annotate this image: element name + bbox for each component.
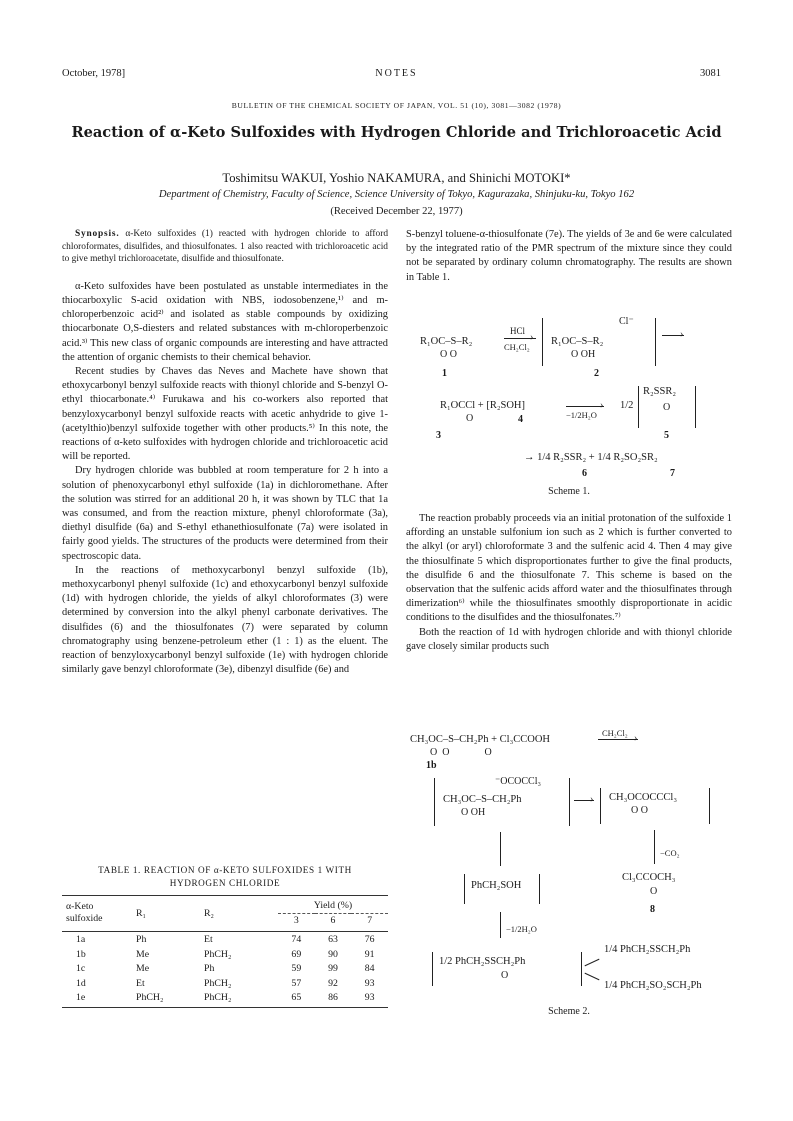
table-row — [62, 961, 388, 976]
down-arrow — [654, 830, 655, 864]
table-cell: 1c — [76, 963, 86, 975]
paragraph: In the reactions of methoxycarbonyl benzyl sulfoxide (1b), methoxycarbonyl phenyl sulfoxide (1c) and ethoxycarbonyl benzyl sulfoxide (1d) with hydrogen chloride, the yields of alkyl chloroformates (3) were determined by conversion into the alkyl phenyl carbonate derivatives. The disulfides (6) and the thiosulfonates (7) were separated by column chromatography using benzene-petroleum ether (1 : 1) as the eluent. The reaction of benzyloxycarbonyl benzyl sulfoxide (1e) with hydrogen chloride similarly gave benzyl chloroformate (3e), dibenzyl disulfide (6e) and — [62, 564, 388, 676]
arrow-head: › — [634, 733, 638, 744]
column-header-sulfoxide: α-Keto sulfoxide — [66, 901, 103, 925]
journal-citation: BULLETIN OF THE CHEMICAL SOCIETY OF JAPAN, VOL. 51 (10), 3081—3082 (1978) — [231, 101, 562, 110]
paragraph: α-Keto sulfoxides have been postulated as unstable intermediates in the thiocarboxylic S-acid oxidation with NBS, iodosobenzene,¹⁾ and m-chloroperbenzoic acid²⁾ and isolated as stable compounds by oxidizing thiocarbonate O,S-diesters and related substances with m-chloroperbenzoic acid.³⁾ This new class of organic compounds are interesting and have attracted the attention of organic chemists to their chemical behavior. — [62, 280, 388, 363]
reaction-arrow — [585, 959, 600, 967]
table-cell: 65 — [291, 992, 302, 1004]
water-loss: −1/2H₂O — [506, 924, 537, 934]
reaction-arrow — [598, 739, 638, 740]
yield-table — [62, 898, 388, 1005]
table-cell: 1b — [76, 948, 86, 960]
decarboxylation: −CO₂ — [660, 848, 680, 858]
table-row — [62, 991, 388, 1006]
table-cell: Et — [204, 933, 213, 945]
reactants: CH₃OC–S–CH₂Ph + Cl₃CCOOH — [410, 734, 551, 745]
dibenzyl-thiosulfinate: 1/2 PhCH₂SSCH₂Ph — [439, 956, 526, 967]
down-arrow — [500, 912, 501, 938]
table-cell: 93 — [364, 992, 375, 1004]
trichloroacetate-anion: ⁻OCOCCl₃ — [495, 776, 541, 787]
thiosulfinate-bracket — [432, 952, 582, 986]
compound-number-7: 7 — [670, 468, 675, 479]
table-cell: 84 — [364, 963, 375, 975]
table-cell: Me — [136, 963, 150, 975]
paragraph: S-benzyl toluene-α-thiosulfonate (7e). The yields of 3e and 6e were calculated by the integrated ratio of the PMR spectrum of the mixture since they could not be separated by ordinary column chromatography. The results are shown in Table 1. — [406, 229, 732, 283]
compound-number-8: 8 — [650, 904, 655, 915]
product-disulfide: 1/4 PhCH₂SSCH₂Ph — [604, 944, 691, 955]
thiosulfinate: R₂SSR₂ — [643, 386, 677, 397]
table-1 — [62, 864, 388, 1008]
scheme-2 — [406, 724, 732, 1024]
thiosulfinate-oxygen: O — [501, 970, 509, 981]
sulfonium-ion: R₁OC–S–R₂ — [551, 336, 604, 347]
arrow-head: › — [590, 794, 594, 805]
body-text-right-mid — [406, 512, 732, 654]
mixed-anhydride: CH₃OCOCCCl₃ — [609, 792, 678, 803]
author-list: Toshimitsu WAKUI, Yoshio NAKAMURA, and Shinichi MOTOKI* — [222, 171, 571, 185]
paragraph: Recent studies by Chaves das Neves and Machete have shown that ethoxycarbonyl benzyl sulfoxide reacts with thionyl chloride and S-benzyl O-ethyl thiocarbonate.⁴⁾ Furukawa and his co-workers also reported that benzyloxycarbonyl benzyl sulfoxide reacts with acetic anhydride to give 1-(acetylthio)benzyl sulfoxide together with other products.⁵⁾ In this note, the reactions of α-keto sulfoxides with hydrogen chloride and trichloroacetic acid will be reported. — [62, 366, 388, 463]
arrow-head: › — [680, 329, 684, 340]
table-cell: 86 — [328, 992, 338, 1004]
chloride-anion: Cl⁻ — [619, 316, 634, 327]
table-cell: 90 — [328, 948, 338, 960]
table-cell: 63 — [328, 933, 338, 945]
affiliation: Department of Chemistry, Faculty of Science, Science University of Tokyo, Kagurazaka, Shinjuku-ku, Tokyo 162 — [158, 189, 635, 200]
compound-number-4: 4 — [518, 414, 523, 425]
table-cell: PhCH₂ — [204, 948, 232, 960]
synopsis — [62, 228, 388, 266]
column-header-yield-7: 7 — [367, 915, 373, 927]
table-cell: 99 — [328, 963, 338, 975]
sulfenic-acid: PhCH₂SOH — [471, 880, 522, 891]
table-cell: 57 — [291, 977, 302, 989]
table-cell: Me — [136, 948, 150, 960]
sulfonium-ion: CH₃OC–S–CH₂Ph — [443, 794, 522, 805]
scheme-2-caption: Scheme 2. — [548, 1006, 590, 1017]
table-cell: PhCH₂ — [136, 992, 164, 1004]
water-loss: −1/2H₂O — [566, 410, 597, 420]
column-header-r2: R₂ — [204, 907, 214, 919]
table-row — [62, 932, 388, 947]
arrow-head: › — [530, 332, 534, 343]
thiosulfinate-oxygen: O — [663, 402, 671, 413]
synopsis-text: α-Keto sulfoxides (1) reacted with hydrogen chloride to afford chloroformates, disulfides, and thiosulfonates. 1 also reacted with trichloroacetic acid to give methyl trichloroacetate, disulfide and thiosulfonate. — [62, 229, 389, 265]
sulfonium-bracket — [542, 318, 656, 366]
table-cell: 92 — [328, 977, 338, 989]
table-cell: 93 — [364, 977, 375, 989]
reagent-hcl: HCl — [510, 326, 526, 336]
sulfonium-oxygens: O OH — [461, 807, 486, 818]
sulfonium-salt-bracket — [434, 778, 570, 826]
mixed-anhydride-bracket — [600, 788, 710, 824]
down-arrow — [500, 832, 501, 866]
reagent-solvent: CH₂Cl₂ — [602, 728, 628, 738]
compound-number-5: 5 — [664, 430, 669, 441]
table-cell: 1a — [76, 933, 86, 945]
column-header-r1: R₁ — [136, 907, 146, 919]
table-cell: PhCH₂ — [204, 992, 232, 1004]
body-text-right-top — [406, 228, 732, 285]
compound-number-1b: 1b — [426, 760, 437, 771]
reactant-oxygens: O O — [440, 349, 457, 360]
table-cell: 1e — [76, 992, 86, 1004]
compound-number-1: 1 — [442, 368, 447, 379]
chloroformate-and-sulfenic-acid: R₁OCCl + [R₂SOH] — [440, 400, 526, 411]
reaction-arrow — [585, 973, 600, 981]
table-cell: 1d — [76, 977, 86, 989]
paragraph: Both the reaction of 1d with hydrogen chloride and with thionyl chloride gave closely similar products such — [406, 626, 732, 652]
thiosulfinate-bracket — [638, 386, 696, 428]
half-coefficient: 1/2 — [620, 400, 634, 411]
reaction-arrow — [566, 406, 604, 407]
running-header-page-number: 3081 — [700, 68, 721, 79]
received-date: (Received December 22, 1977) — [330, 206, 463, 217]
column-header-yield-6: 6 — [330, 915, 336, 927]
product-thiosulfonate: 1/4 PhCH₂SO₂SCH₂Ph — [604, 980, 702, 991]
scheme-1 — [406, 316, 732, 502]
compound-number-2: 2 — [594, 368, 599, 379]
synopsis-heading: Synopsis. — [75, 229, 120, 239]
reactant-sulfoxide: R₁OC–S–R₂ — [420, 336, 473, 347]
table-cell: 76 — [364, 933, 375, 945]
left-column — [62, 228, 388, 677]
table-cell: Et — [136, 977, 145, 989]
reagent-solvent: CH₂Cl₂ — [504, 342, 530, 352]
body-text-left — [62, 280, 388, 678]
running-header-date: October, 1978] — [62, 68, 126, 79]
column-header-yield: Yield (%) — [278, 898, 388, 913]
table-cell: 59 — [291, 963, 302, 975]
paragraph: Dry hydrogen chloride was bubbled at room temperature for 2 h into a solution of phenoxycarbonyl ethyl sulfoxide (1a) in dichloromethane. After the solution was stirred for an additional 20 h, it was shown by TLC that 1a was consumed, and from the reaction mixture, phenyl chloroformate (3a), diethyl disulfide (6a) and S-ethyl ethanethiosulfonate (7a) were isolated in fairly good yields. The structures of the products were determined from their spectroscopic data. — [62, 465, 388, 562]
table-row — [62, 976, 388, 991]
table-cell: PhCH₂ — [204, 977, 232, 989]
chloroformate-oxygen: O — [466, 413, 474, 424]
compound-number-3: 3 — [436, 430, 441, 441]
table-cell: Ph — [136, 933, 147, 945]
article-title: Reaction of α-Keto Sulfoxides with Hydrogen Chloride and Trichloroacetic Acid — [71, 124, 722, 141]
anhydride-oxygens: O O — [631, 805, 648, 816]
sulfenic-acid-bracket — [464, 874, 540, 904]
column-header-yield-3: 3 — [293, 915, 299, 927]
ester-oxygen: O — [650, 886, 658, 897]
table-row — [62, 947, 388, 962]
running-header-section: NOTES — [375, 68, 418, 79]
table-title: TABLE 1. REACTION OF α-KETO SULFOXIDES 1 WITH HYDROGEN CHLORIDE — [98, 865, 352, 888]
methyl-trichloroacetate: Cl₃CCOCH₃ — [622, 872, 676, 883]
table-cell: 91 — [364, 948, 375, 960]
table-cell: 74 — [291, 933, 302, 945]
compound-number-6: 6 — [582, 468, 587, 479]
table-cell: 69 — [291, 948, 302, 960]
reactant-oxygens: O O O — [430, 747, 492, 758]
final-products: → 1/4 R₂SSR₂ + 1/4 R₂SO₂SR₂ — [524, 452, 658, 463]
paragraph: The reaction probably proceeds via an initial protonation of the sulfoxide 1 affording an unstable sulfonium ion such as 2 which is further converted to the alkyl (or aryl) chloroformate 3 and the sulfenic acid 4. Then 4 may give the thiosulfinate 5 which disproportionates further to give the final products, the disulfide 6 and the thiosulfonate 7. This scheme is based on the observation that the sulfenic acids afford water and the thiosulfinates through dimerization⁶⁾ while the thiosulfinates smoothly disproportionate in acidic conditions to the disulfides and the thiosulfonates.⁷⁾ — [406, 513, 732, 624]
scheme-1-caption: Scheme 1. — [548, 486, 590, 497]
sulfonium-oxygens: O OH — [571, 349, 596, 360]
table-cell: Ph — [204, 963, 215, 975]
arrow-head: › — [600, 400, 604, 411]
